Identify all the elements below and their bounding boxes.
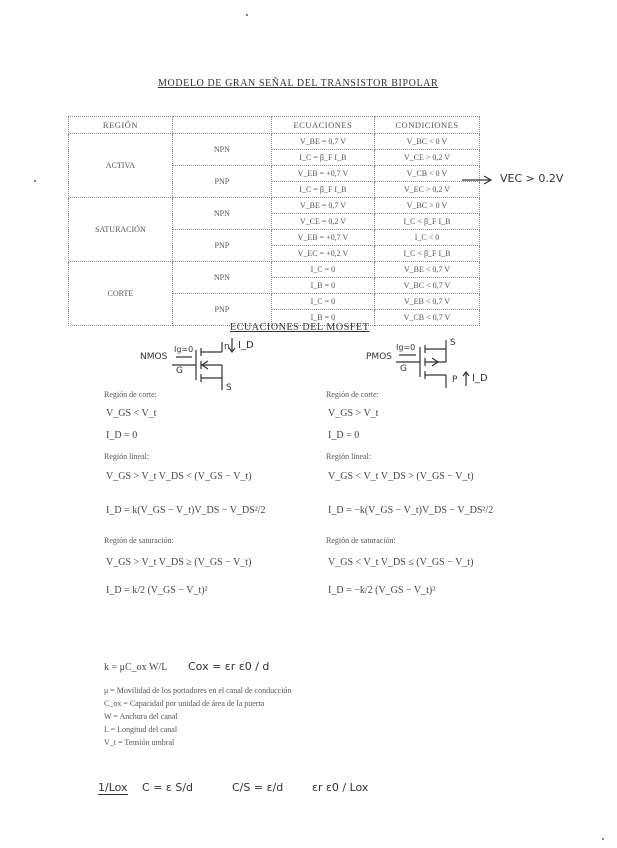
type-pnp-activa: PNP: [172, 166, 271, 198]
bottom-eq-p1: C = ε S/d: [142, 781, 194, 794]
eq-corte-pnp-1: I_C = 0: [271, 294, 374, 310]
pmos-s: S: [450, 338, 456, 348]
nmos-s: S: [226, 383, 232, 393]
nmos-id: I_D: [238, 340, 254, 351]
type-npn-sat: NPN: [172, 198, 271, 230]
nmos-lineal-2: I_D = k(V_GS − V_t)V_DS − V_DS²/2: [106, 505, 266, 516]
scan-speck: [246, 14, 248, 16]
nmos-n: n: [224, 342, 230, 352]
type-npn-corte: NPN: [172, 262, 271, 294]
nmos-g: G: [176, 366, 183, 376]
cond-sat-npn-2: I_C < β_F I_B: [374, 214, 479, 230]
cond-activa-npn-1: V_BC < 0 V: [374, 134, 479, 150]
nmos-ig: Ig=0: [174, 345, 194, 354]
nmos-sat-2: I_D = k/2 (V_GS − V_t)²: [106, 585, 208, 596]
eq-activa-npn-2: I_C = β_F I_B: [271, 150, 374, 166]
header-region: REGIÓN: [69, 117, 173, 134]
pmos-corte-title: Región de corte:: [326, 390, 379, 399]
scan-speck: [34, 180, 36, 182]
type-pnp-corte: PNP: [172, 294, 271, 326]
legend-vt: V_t = Tensión umbral: [104, 738, 175, 747]
eq-sat-pnp-2: V_EC = +0,2 V: [271, 246, 374, 262]
pmos-ig: Ig=0: [396, 343, 416, 352]
nmos-sat-1: V_GS > V_t V_DS ≥ (V_GS − V_t): [106, 557, 252, 568]
pmos-corte-1: V_GS > V_t: [328, 408, 379, 419]
pmos-sat-title: Región de saturación:: [326, 536, 396, 545]
pmos-corte-2: I_D = 0: [328, 430, 360, 441]
eq-corte-pnp-2: I_B = 0: [271, 310, 374, 326]
eq-activa-pnp-2: I_C = β_F I_B: [271, 182, 374, 198]
pmos-sat-1: V_GS < V_t V_DS ≤ (V_GS − V_t): [328, 557, 474, 568]
cond-corte-npn-1: V_BE < 0,7 V: [374, 262, 479, 278]
bottom-eq-lhs: 1/Lox: [98, 781, 128, 794]
cond-corte-pnp-1: V_EB < 0,7 V: [374, 294, 479, 310]
nmos-lineal-title: Región lineal:: [104, 452, 150, 461]
eq-sat-pnp-1: V_EB = +0,7 V: [271, 230, 374, 246]
pmos-lineal-1: V_GS < V_t V_DS > (V_GS − V_t): [328, 471, 474, 482]
legend-mu: μ = Movilidad de los portadores en el canal de conducción: [104, 686, 292, 695]
nmos-lineal-1: V_GS > V_t V_DS < (V_GS − V_t): [106, 471, 252, 482]
legend-cox: C_ox = Capacidad por unidad de área de la puerta: [104, 699, 265, 708]
cond-corte-npn-2: V_BC < 0,7 V: [374, 278, 479, 294]
cond-activa-pnp-2: V_EC > 0,2 V: [374, 182, 479, 198]
cond-activa-npn-2: V_CE > 0,2 V: [374, 150, 479, 166]
k-equation: k = μC_ox W/L: [104, 662, 168, 673]
region-activa: ACTIVA: [69, 134, 173, 198]
legend-w: W = Anchura del canal: [104, 712, 178, 721]
pmos-lineal-title: Región lineal:: [326, 452, 372, 461]
eq-corte-npn-1: I_C = 0: [271, 262, 374, 278]
pmos-label: PMOS: [366, 352, 392, 362]
eq-sat-npn-1: V_BE = 0,7 V: [271, 198, 374, 214]
legend-l: L = Longitud del canal: [104, 725, 178, 734]
pmos-g: G: [400, 364, 407, 374]
type-npn-activa: NPN: [172, 134, 271, 166]
eq-activa-pnp-1: V_EB = +0,7 V: [271, 166, 374, 182]
nmos-sat-title: Región de saturación:: [104, 536, 174, 545]
pmos-id: I_D: [472, 373, 488, 384]
cond-activa-pnp-1: V_CB < 0 V: [374, 166, 479, 182]
region-corte: CORTE: [69, 262, 173, 326]
header-equations: ECUACIONES: [271, 117, 374, 134]
pmos-lineal-2: I_D = −k(V_GS − V_t)V_DS − V_DS²/2: [328, 505, 494, 516]
scan-speck: [602, 838, 604, 840]
pmos-sat-2: I_D = −k/2 (V_GS − V_t)²: [328, 585, 436, 596]
header-conditions: CONDICIONES: [374, 117, 479, 134]
nmos-corte-2: I_D = 0: [106, 430, 138, 441]
nmos-corte-title: Región de corte:: [104, 390, 157, 399]
cond-sat-pnp-1: I_C < 0: [374, 230, 479, 246]
type-pnp-sat: PNP: [172, 230, 271, 262]
document-title: MODELO DE GRAN SEÑAL DEL TRANSISTOR BIPOLAR: [158, 78, 439, 89]
cond-corte-pnp-2: V_CB < 0,7 V: [374, 310, 479, 326]
nmos-label: NMOS: [140, 352, 168, 362]
nmos-corte-1: V_GS < V_t: [106, 408, 157, 419]
cox-equation: Cox = εr ε0 / d: [188, 660, 270, 673]
bottom-eq-p2: C/S = ε/d: [232, 781, 284, 794]
region-saturacion: SATURACIÓN: [69, 198, 173, 262]
vec-note: VEC > 0.2V: [500, 172, 564, 185]
eq-sat-npn-2: V_CE = 0,2 V: [271, 214, 374, 230]
pmos-p: P: [452, 375, 458, 385]
bottom-eq-p3: εr ε0 / Lox: [312, 781, 369, 794]
eq-corte-npn-2: I_B = 0: [271, 278, 374, 294]
mosfet-title: ECUACIONES DEL MOSFET: [230, 322, 370, 333]
cond-sat-pnp-2: I_C < β_F I_B: [374, 246, 479, 262]
cond-sat-npn-1: V_BC > 0 V: [374, 198, 479, 214]
eq-activa-npn-1: V_BE = 0,7 V: [271, 134, 374, 150]
